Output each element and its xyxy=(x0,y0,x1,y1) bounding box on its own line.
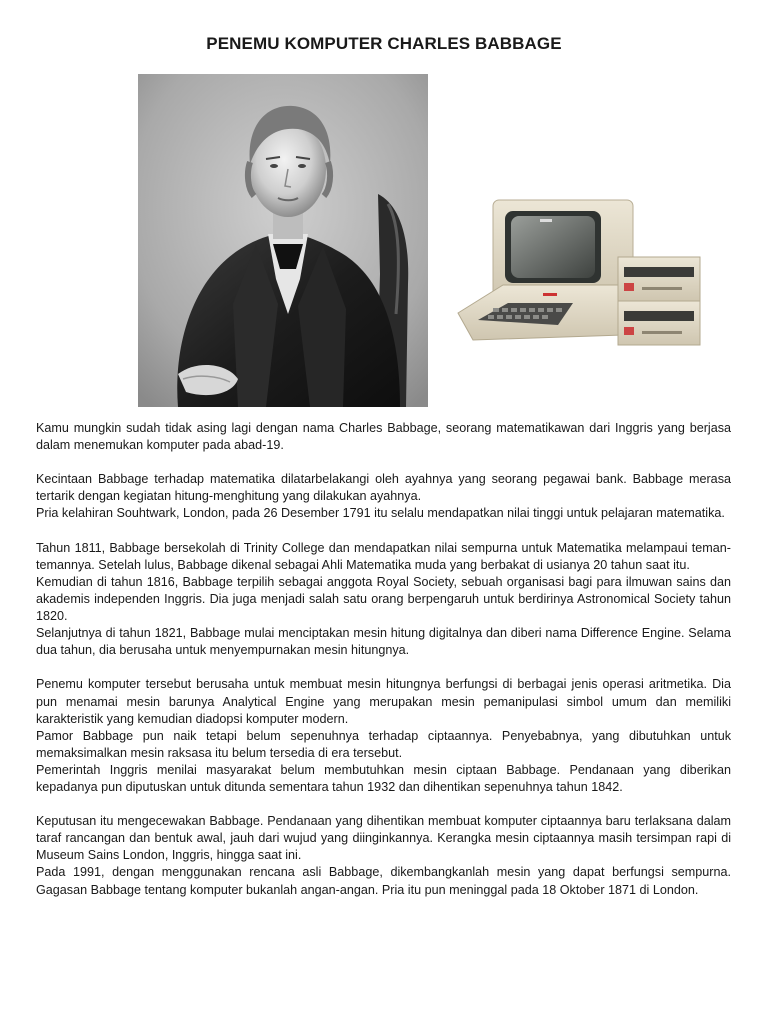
vintage-computer-image xyxy=(448,195,706,355)
paragraph-4 xyxy=(36,676,731,796)
document-title: PENEMU KOMPUTER CHARLES BABBAGE xyxy=(206,34,562,53)
paragraph-text: Kemudian di tahun 1816, Babbage terpilih sebagai anggota Royal Society, sebuah organisasi bagi para ilmuwan sains dan akademis independen Inggris. Dia juga menjadi salah satu orang berpengaruh untuk berdirinya Astronomical Society tahun 1820. xyxy=(36,574,731,624)
paragraph-text: Pria kelahiran Souhtwark, London, pada 26 Desember 1791 itu selalu mendapatkan nilai tinggi untuk pelajaran matematika. xyxy=(36,506,725,521)
paragraph-3 xyxy=(36,540,731,660)
paragraph-text: Selanjutnya di tahun 1821, Babbage mulai menciptakan mesin hitung digitalnya dan diberi nama Difference Engine. Selama dua tahun, dia berusaha untuk menyempurnakan mesin hitungnya. xyxy=(36,626,731,658)
paragraph-5 xyxy=(36,813,731,898)
paragraph-text: Pada 1991, dengan menggunakan rencana asli Babbage, dikembangkanlah mesin yang dapat berfungsi sempurna. Gagasan Babbage tentang komputer bukanlah angan-angan. Pria itu pun meninggal pada 18 Oktober 1871 di London. xyxy=(36,865,731,897)
paragraph-text: Pemerintah Inggris menilai masyarakat belum membutuhkan mesin ciptaan Babbage. Pendanaan yang diberikan kepadanya pun diputuskan untuk ditunda sementara tahun 1932 dan dihentikan sepenuhnya tahun 1842. xyxy=(36,762,731,794)
paragraph-text: Kamu mungkin sudah tidak asing lagi dengan nama Charles Babbage, seorang matematikawan dari Inggris yang berjasa dalam menemukan komputer pada abad-19. xyxy=(36,421,731,453)
paragraph-text: Kecintaan Babbage terhadap matematika dilatarbelakangi oleh ayahnya yang seorang pegawai bank. Babbage merasa tertarik dengan kegiatan hitung-menghitung yang dilakukan ayahnya. xyxy=(36,472,731,504)
portrait-photo xyxy=(138,74,428,407)
paragraph-text: Keputusan itu mengecewakan Babbage. Pendanaan yang dihentikan membuat komputer ciptaannya baru terlaksana dalam taraf rancangan dan bentuk awal, jauh dari wujud yang diinginkannya. Kerangka mesin ciptaannya masih tersimpan rapi di Museum Sains London, Inggris, hingga saat ini. xyxy=(36,814,731,863)
paragraph-2 xyxy=(36,471,731,522)
paragraph-text: Pamor Babbage pun naik tetapi belum sepenuhnya terhadap ciptaannya. Penyebabnya, yang dibutuhkan untuk memaksimalkan mesin raksasa itu belum tersedia di era tersebut. xyxy=(36,728,731,760)
paragraph-text: Penemu komputer tersebut berusaha untuk membuat mesin hitungnya berfungsi di berbagai jenis operasi aritmetika. Dia pun menamai mesin barunya Analytical Engine yang merupakan mesin pemanipulasi simbol umum dan memiliki karakteristik yang kemudian diadopsi komputer modern. xyxy=(36,677,731,726)
paragraph-text: Tahun 1811, Babbage bersekolah di Trinity College dan mendapatkan nilai sempurna untuk Matematika melampaui teman-temannya. Setelah lulus, Babbage dikenal sebagai Ahli Matematika muda yang berbakat di usianya 20 tahun saat itu. xyxy=(36,540,731,572)
article-body xyxy=(36,420,731,916)
paragraph-1 xyxy=(36,420,731,454)
